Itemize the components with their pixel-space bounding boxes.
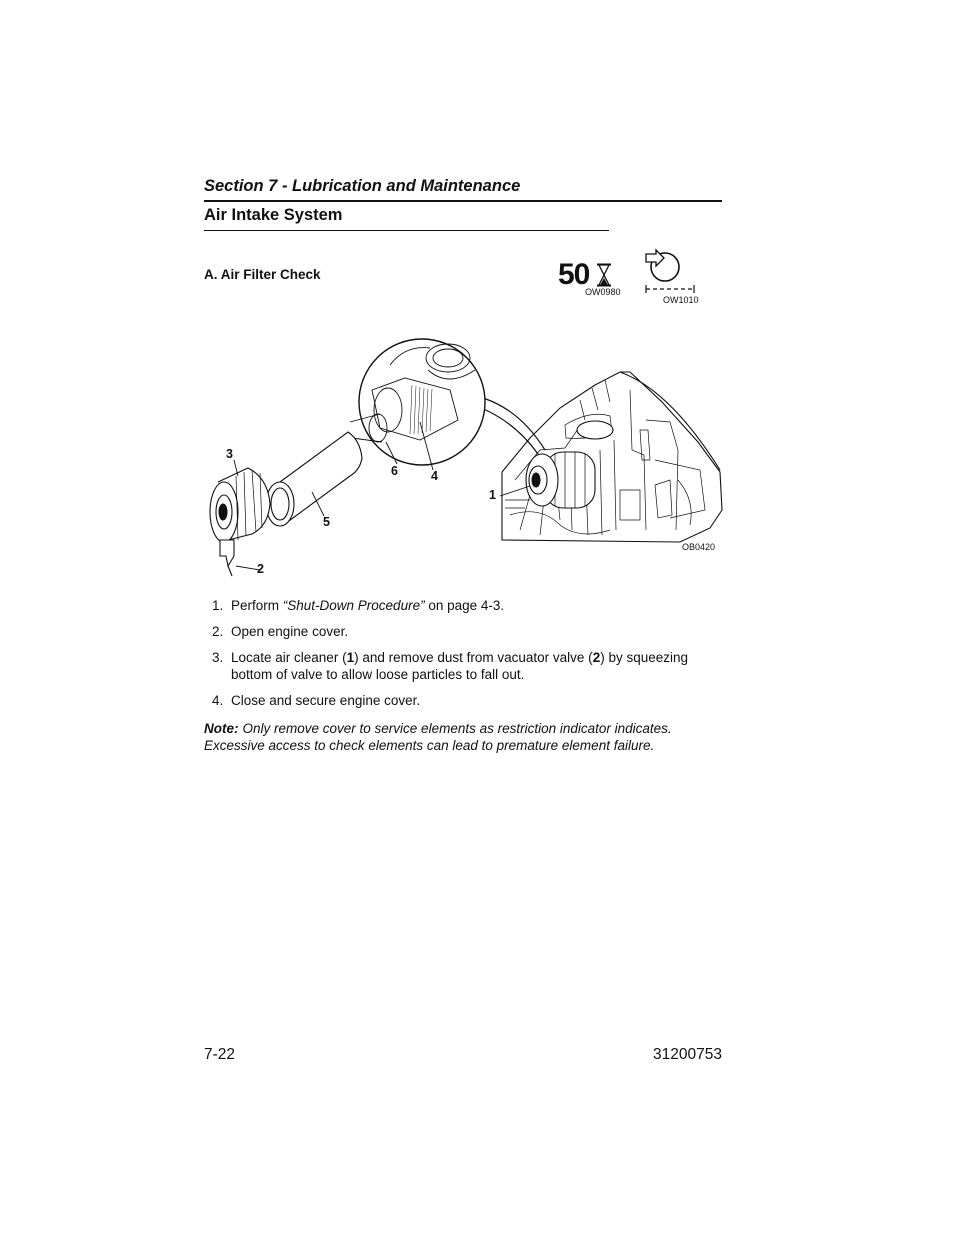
note-text: Only remove cover to service elements as restriction indicator indicates. Excessive access to check elements can lead to premature element failure. [204,721,672,753]
callout-3: 3 [226,447,233,461]
air-cleaner-figure [200,330,725,580]
interval-icon-code: OW0980 [585,287,621,297]
step-item: 3. Locate air cleaner (1) and remove dust from vacuator valve (2) by squeezing bottom of valve to allow loose particles to fall out. [212,650,689,682]
note [204,720,724,754]
figure-code: OB0420 [682,542,716,552]
subsection-title: Air Intake System [204,206,609,231]
note-label: Note: [204,721,239,736]
callout-4: 4 [431,469,438,483]
step-item: 4. Close and secure engine cover. [212,693,421,708]
callout-2: 2 [257,562,264,576]
hourglass-icon [596,263,612,287]
page-number: 7-22 [204,1046,236,1063]
callout-5: 5 [323,515,330,529]
callout-6: 6 [391,464,398,478]
step-item: 2. Open engine cover. [212,624,349,639]
procedure-steps [204,597,724,718]
engine-icon-code: OW1010 [663,295,699,305]
section-title: Section 7 - Lubrication and Maintenance [204,177,722,202]
step-item: 1. Perform “Shut-Down Procedure” on page 4-3. [212,598,505,613]
procedure-title: A. Air Filter Check [204,267,321,282]
cross-reference: “Shut-Down Procedure” [282,598,425,613]
document-number: 31200753 [653,1046,722,1063]
interval-hours: 50 [558,258,590,291]
engine-shutdown-icon [644,246,702,294]
callout-1: 1 [489,488,496,502]
